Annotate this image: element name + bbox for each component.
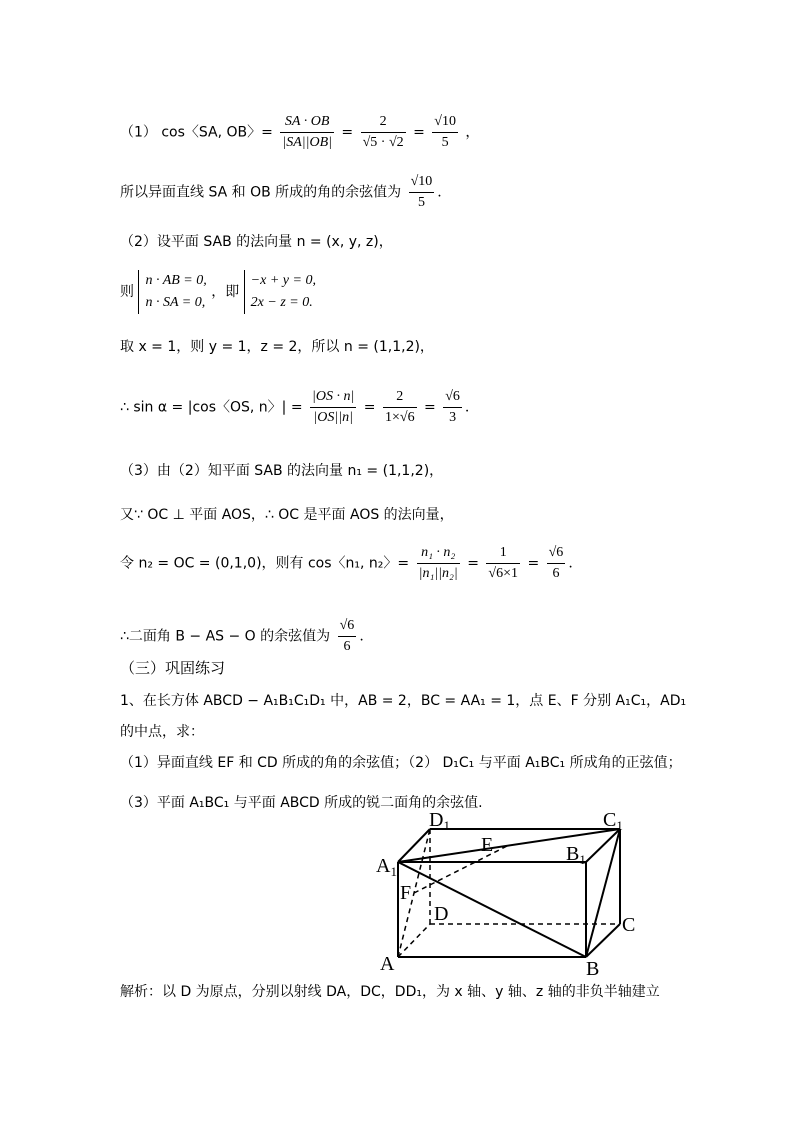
label-f: F <box>400 882 412 904</box>
label-c1: $C_1$ <box>603 809 623 833</box>
then-text: 则 <box>120 284 134 300</box>
period: . <box>437 184 442 201</box>
denominator: 6 <box>343 639 351 654</box>
denominator: 5 <box>441 135 449 150</box>
denominator: |n₁||n₂| <box>418 566 458 581</box>
label-e: E <box>481 834 494 856</box>
denominator: 6 <box>552 566 560 581</box>
part3-because: 又∵ OC ⊥ 平面 AOS，∴ OC 是平面 AOS 的法向量， <box>120 507 454 523</box>
system-row: 2x − z = 0. <box>250 295 313 310</box>
numerator: √6 <box>547 544 566 564</box>
part2-intro: （2）设平面 SAB 的法向量 n = (x, y, z)， <box>120 234 393 250</box>
let-prefix: 令 n₂ = OC = (0,1,0)，则有 cos〈n₁, n₂〉= <box>120 555 410 572</box>
label-d1: $D_1$ <box>429 809 450 833</box>
sine-prefix: ∴ sin α = |cos〈OS, n〉| = <box>120 399 303 416</box>
numerator: √10 <box>432 113 458 133</box>
numerator: √6 <box>443 388 462 408</box>
denominator: 3 <box>449 410 457 425</box>
numerator: 2 <box>383 388 417 408</box>
question-1-line-2: 的中点，求： <box>120 724 204 740</box>
label-d: D <box>434 903 449 925</box>
part1-prefix: （1） cos〈SA, OB〉= <box>120 124 273 141</box>
numerator: √6 <box>338 617 357 637</box>
system-row: −x + y = 0, <box>250 273 316 288</box>
equals-sign: = <box>467 555 479 572</box>
label-b1: $B_1$ <box>566 843 586 867</box>
label-a1: $A_1$ <box>376 855 397 879</box>
part3-intro: （3）由（2）知平面 SAB 的法向量 n₁ = (1,1,2)， <box>120 463 444 479</box>
label-c: C <box>622 914 636 936</box>
label-b: B <box>586 958 600 980</box>
cuboid-solid-edges <box>398 829 620 957</box>
edge-ad <box>398 924 430 957</box>
conclusion-text: ∴二面角 B − AS − O 的余弦值为 <box>120 628 331 645</box>
numerator: 2 <box>361 113 406 133</box>
denominator: 5 <box>417 195 425 210</box>
analysis-line: 解析：以 D 为原点，分别以射线 DA，DC，DD₁，为 x 轴、y 轴、z 轴的非负半轴建立 <box>120 984 660 1000</box>
denominator: 1×√6 <box>384 410 415 425</box>
period: . <box>359 628 364 645</box>
numerator: 1 <box>486 544 520 564</box>
part2-take-values: 取 x = 1，则 y = 1，z = 2，所以 n = (1,1,2)， <box>120 339 434 355</box>
period: . <box>568 555 573 572</box>
label-a: A <box>380 953 395 975</box>
period: . <box>464 399 470 416</box>
denominator: |OS||n| <box>313 410 353 425</box>
numerator: n₁ · n₂ <box>417 544 460 564</box>
equals-sign: = <box>413 124 425 141</box>
segment-a1b <box>398 862 586 957</box>
equals-sign: = <box>363 399 376 416</box>
segment-a1c1 <box>398 829 620 862</box>
system-row: n · AB = 0, <box>145 273 207 288</box>
vertex-labels <box>376 809 635 980</box>
numerator: SA · OB <box>280 113 334 133</box>
numerator: √10 <box>409 173 435 193</box>
conclusion-text: 所以异面直线 SA 和 OB 所成的角的余弦值为 <box>120 184 402 201</box>
denominator: |SA||OB| <box>282 135 332 150</box>
numerator: |OS · n| <box>310 388 356 408</box>
punctuation: ， <box>465 124 480 141</box>
question-1-sub-2: （3）平面 A₁BC₁ 与平面 ABCD 所成的锐二面角的余弦值. <box>120 795 483 811</box>
practice-heading: （三）巩固练习 <box>120 659 226 677</box>
equals-sign: = <box>341 124 354 141</box>
segment-bc1 <box>586 829 620 957</box>
question-1-line-1: 1、在长方体 ABCD − A₁B₁C₁D₁ 中，AB = 2，BC = AA₁ = 1，点 E、F 分别 A₁C₁，AD₁ <box>120 693 687 709</box>
denominator: √5 · √2 <box>362 135 404 150</box>
equals-sign: = <box>424 399 436 416</box>
namely-text: ，即 <box>211 284 240 300</box>
question-1-sub-1: （1）异面直线 EF 和 CD 所成的角的余弦值；（2） D₁C₁ 与平面 A₁BC₁ 所成角的正弦值； <box>120 755 682 771</box>
denominator: √6×1 <box>488 566 518 581</box>
system-row: n · SA = 0, <box>145 295 206 310</box>
equals-sign: = <box>527 555 540 572</box>
